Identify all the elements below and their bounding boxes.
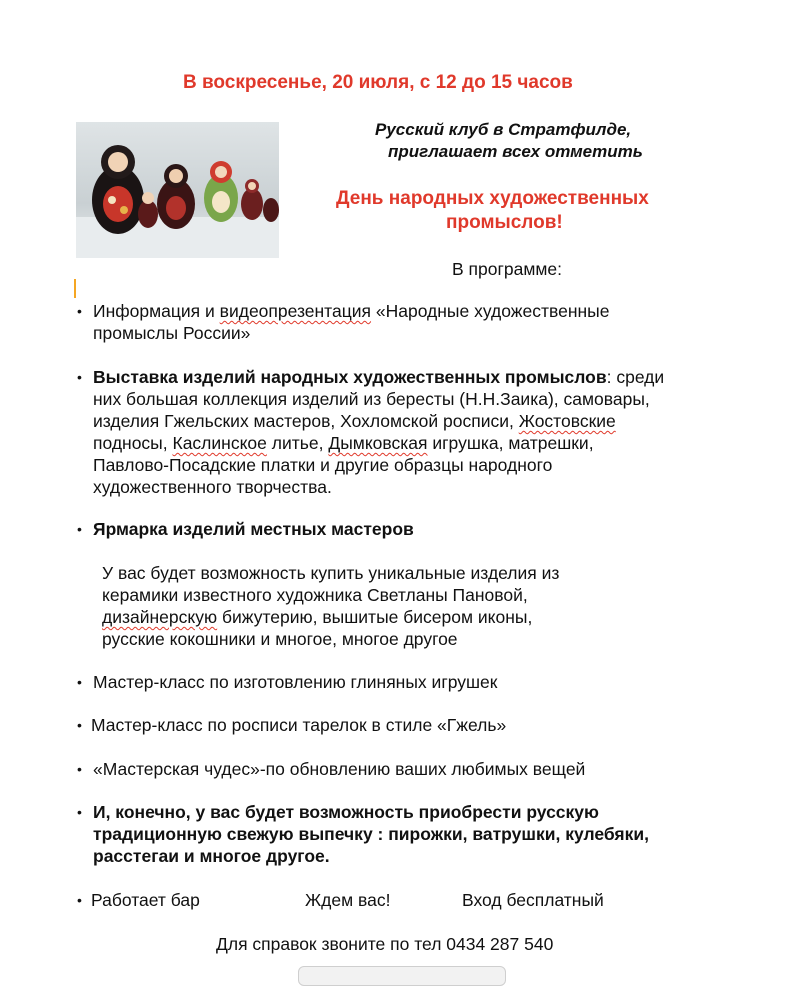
item-2-l4-text-a: подносы,: [93, 433, 173, 453]
bullet-4: •: [77, 674, 82, 690]
bullet-6: •: [77, 761, 82, 777]
bullet-2: •: [77, 369, 82, 385]
item-5-text: Мастер-класс по росписи тарелок в стиле «Гжель»: [91, 715, 507, 735]
program-label: В программе:: [452, 259, 562, 279]
item-1-line-1: [93, 300, 609, 322]
item-7-line-2: [93, 823, 649, 845]
item-7-l2: традиционную свежую выпечку : пирожки, ватрушки, кулебяки,: [93, 824, 650, 844]
item-2-l4-misspelled-2: Дымковская: [328, 433, 428, 453]
item-3-desc-3-text: бижутерию, вышитые бисером иконы,: [217, 607, 533, 627]
welcome-text: Ждем вас!: [305, 890, 391, 910]
item-7-line-1: [93, 801, 599, 823]
bullet-1: •: [77, 303, 82, 319]
item-1-line-2: промыслы России»: [93, 323, 251, 343]
item-2-l3-text: изделия Гжельских мастеров, Хохломской росписи,: [93, 411, 519, 431]
item-7-l1: И, конечно, у вас будет возможность приобрести русскую: [93, 802, 599, 822]
item-3-title-text: Ярмарка изделий местных мастеров: [93, 519, 414, 539]
intro-line-1: [375, 119, 631, 141]
matryoshka-photo: [76, 122, 279, 258]
item-2-line-3: [93, 410, 616, 432]
item-2-l4-text-c: игрушка, матрешки,: [427, 433, 594, 453]
item-4-text: Мастер-класс по изготовлению глиняных игрушек: [93, 672, 498, 692]
event-title-line-2: промыслов!: [446, 212, 563, 233]
item-1-text-a: Информация и: [93, 301, 220, 321]
item-3-desc-4: русские кокошники и многое, многое другое: [102, 629, 458, 649]
item-7-line-3: [93, 845, 330, 867]
item-2-l4-misspelled-1: Каслинское: [172, 433, 267, 453]
bullet-3: •: [77, 521, 82, 537]
bullet-7: •: [77, 804, 82, 820]
event-title-line-1: День народных художественных: [336, 188, 649, 209]
item-1-misspelled-word: видеопрезентация: [219, 301, 372, 321]
item-6-text: «Мастерская чудес»-по обновлению ваших любимых вещей: [93, 759, 586, 779]
item-2-text-rest: : среди: [606, 367, 665, 387]
bar-text: Работает бар: [91, 890, 200, 910]
item-1-text-b: «Народные художественные: [371, 301, 610, 321]
item-3-desc-3: [102, 606, 532, 628]
item-3-title: [93, 518, 414, 540]
item-3-desc-1: У вас будет возможность купить уникальные изделия из: [102, 563, 560, 583]
text-cursor: [74, 279, 76, 298]
item-2-line-4: [93, 432, 594, 454]
bottom-toolbar-control[interactable]: [298, 966, 506, 986]
item-2-l4-text-b: литье,: [266, 433, 329, 453]
item-3-misspelled: дизайнерскую: [102, 607, 218, 627]
item-2-line-6: художественного творчества.: [93, 477, 332, 497]
item-2-line-1: [93, 366, 664, 388]
item-2-l3-misspelled: Жостовские: [518, 411, 616, 431]
intro-line-2: приглашает всех отметить: [388, 142, 643, 161]
item-2-line-5: Павлово-Посадские платки и другие образцы народного: [93, 455, 553, 475]
contact-line: Для справок звоните по тел 0434 287 540: [216, 934, 554, 954]
intro-line-1-text: Русский клуб в Стратфилде,: [375, 120, 632, 139]
free-entry-text: Вход бесплатный: [462, 890, 604, 910]
bullet-5: •: [77, 717, 82, 733]
bullet-8: •: [77, 892, 82, 908]
item-7-l3: расстегаи и многое другое.: [93, 846, 330, 866]
item-2-line-2: них большая коллекция изделий из бересты (Н.Н.Заика), самовары,: [93, 389, 650, 409]
item-2-bold-title: Выставка изделий народных художественных промыслов: [93, 367, 607, 387]
event-date-heading: В воскресенье, 20 июля, с 12 до 15 часов: [183, 72, 573, 93]
item-3-desc-2: керамики известного художника Светланы Пановой,: [102, 585, 528, 605]
matryoshka-image: [76, 122, 279, 258]
